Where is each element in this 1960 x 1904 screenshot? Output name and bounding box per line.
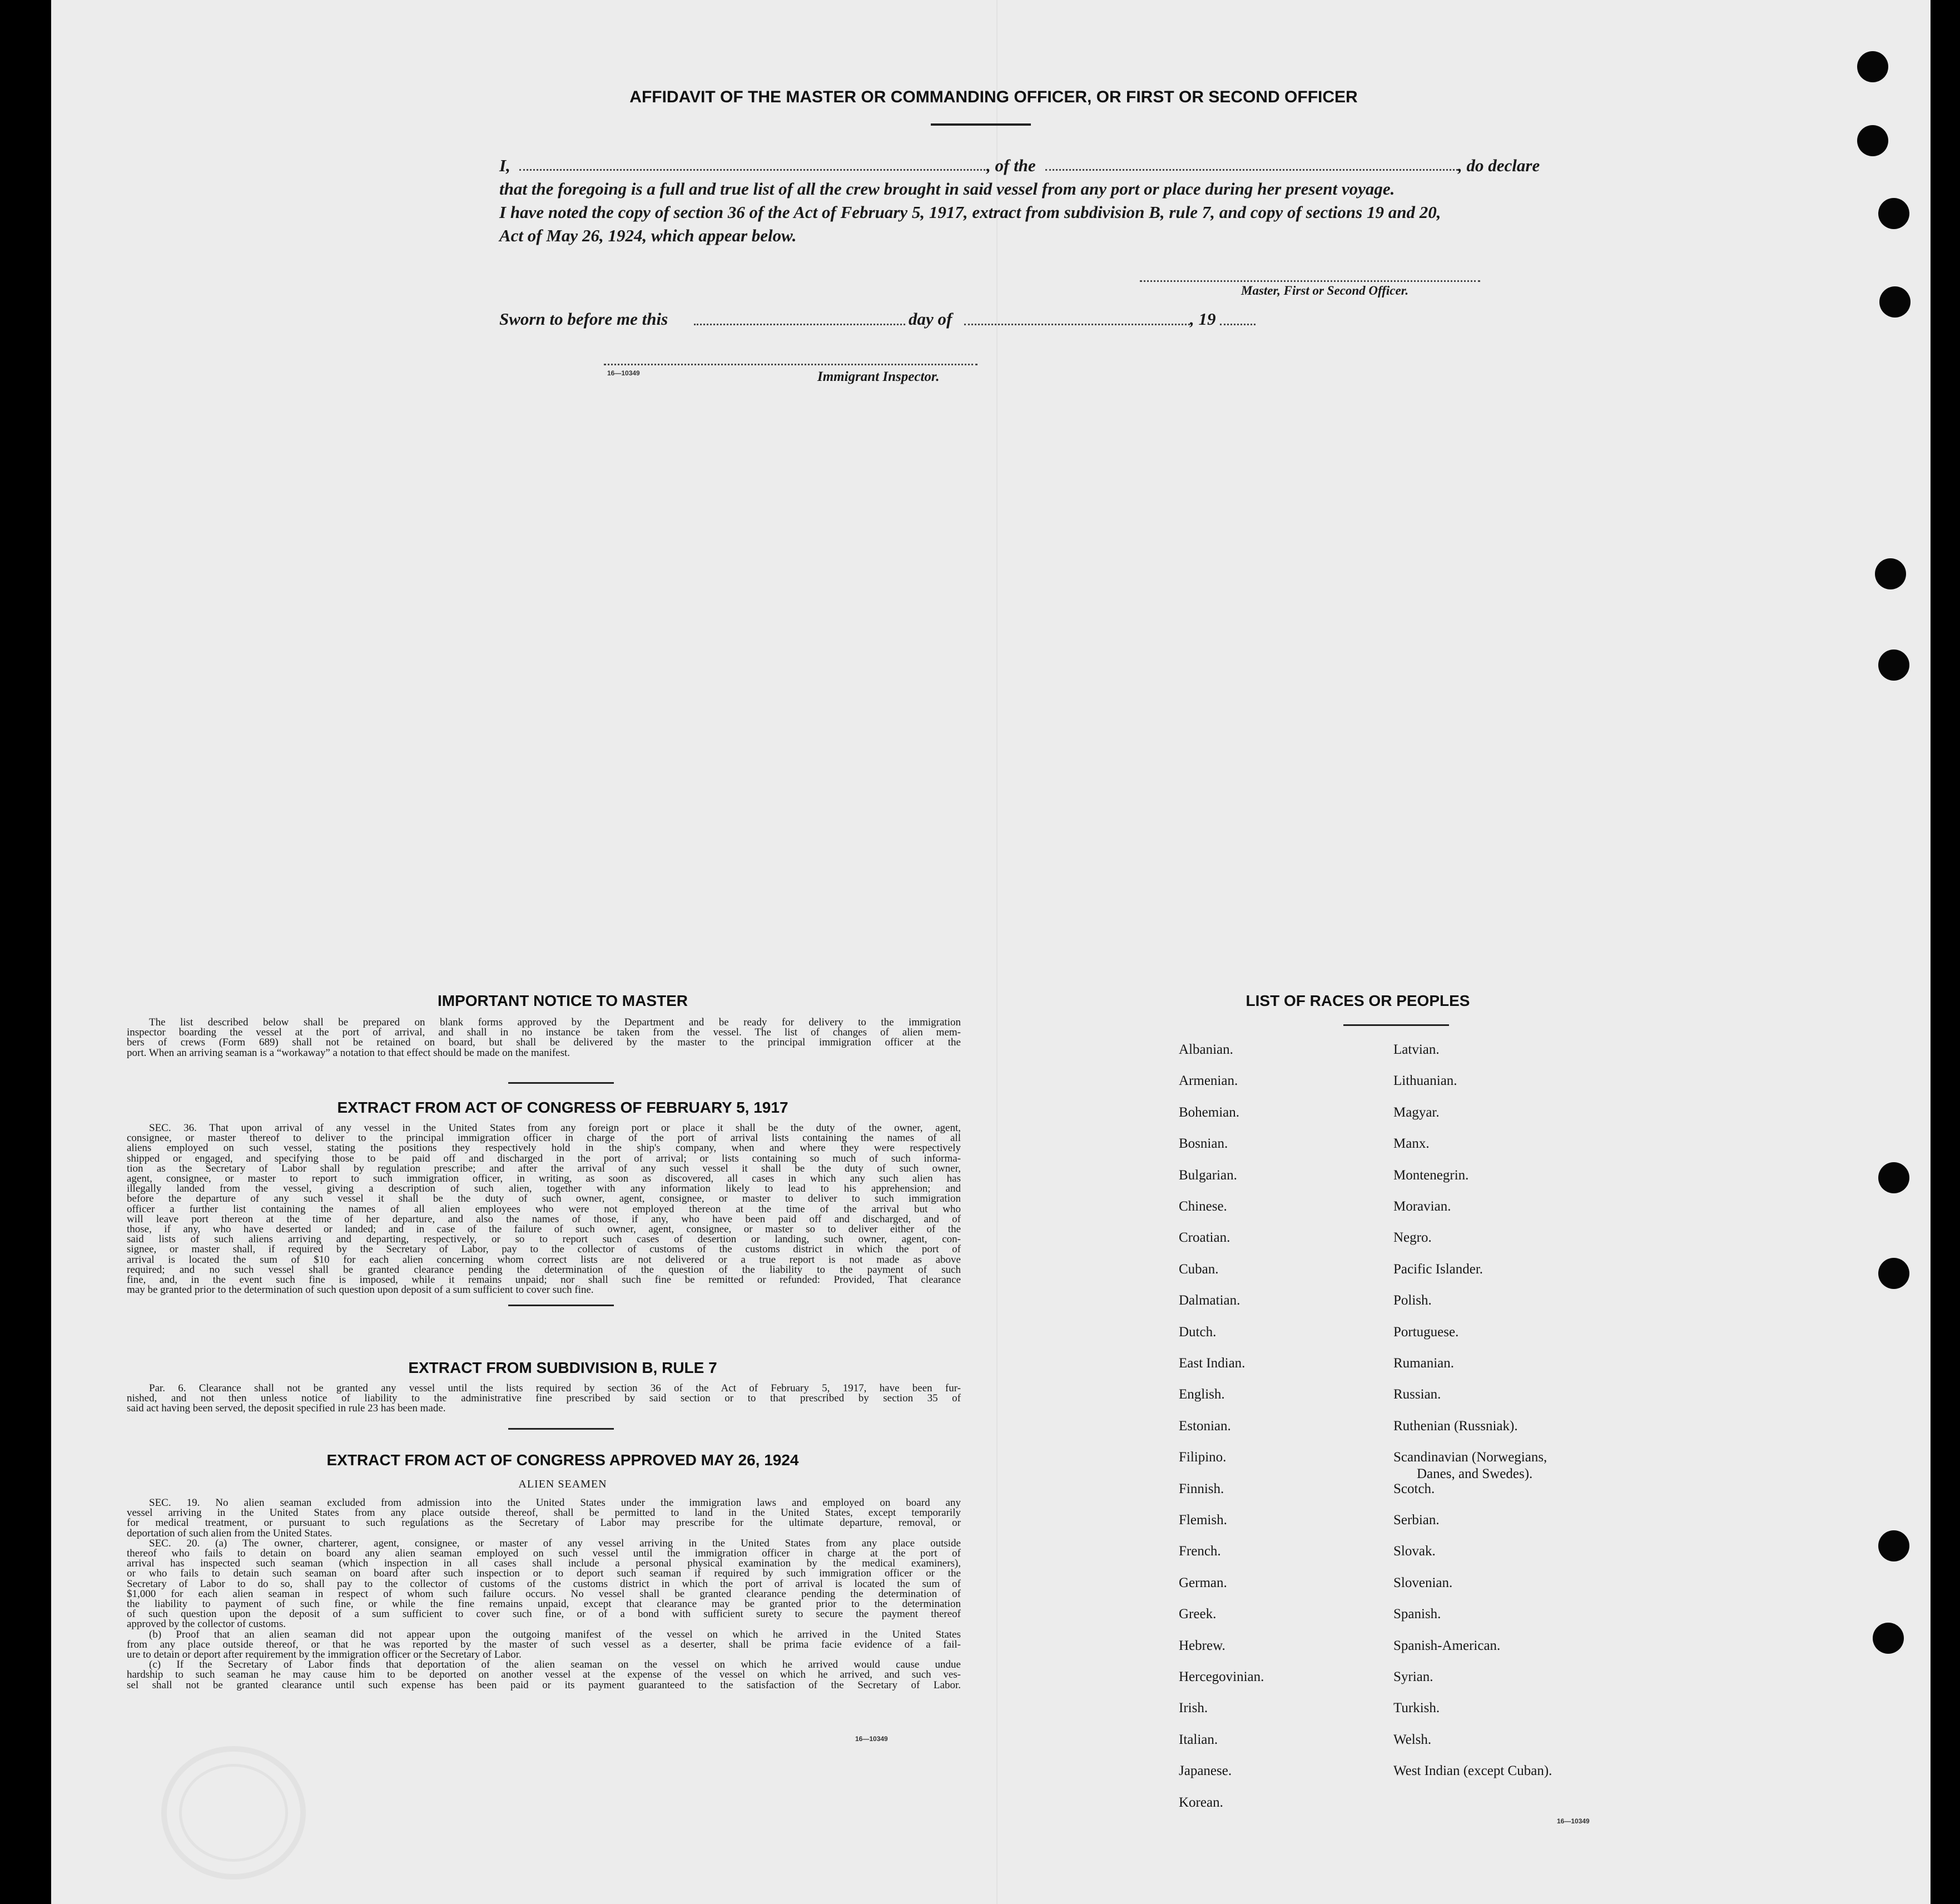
sworn-label: Sworn to before me this [499,309,668,329]
extract-1924-title: EXTRACT FROM ACT OF CONGRESS APPROVED MAY 26, 1924 [326,1451,799,1469]
race-item: Magyar. [1393,1104,1440,1120]
affidavit-i: I, [499,156,510,175]
race-item: French. [1179,1544,1221,1559]
text-line: of such question upon the deposit of a sum sufficient to cover such fine, or of a bond with sufficient surety to secure the payment thereof [127,1608,961,1620]
race-item: Russian. [1393,1387,1441,1402]
race-item: Greek. [1179,1606,1217,1622]
text-line: sel shall not be granted clearance until such expense has been paid or its payment guaranteed to the satisfaction of the Secretary of Labor. [127,1679,961,1691]
race-item: Chinese. [1179,1199,1227,1214]
name-blank-line [519,169,985,171]
race-item: Bulgarian. [1179,1167,1237,1183]
notice-title: IMPORTANT NOTICE TO MASTER [437,992,688,1009]
text-line: before the departure of any such vessel it shall be the duty of such owner, agent, consignee, or master to deliver to such immigration [127,1193,961,1205]
affidavit-line-2: that the foregoing is a full and true list of all the crew brought in said vessel from any port or place during her present voyage. [499,179,1395,199]
text-line: arrival is located the sum of $10 for each alien concerning whom correct lists are not delivered or a true report is not made as above [127,1253,961,1266]
races-rule [1343,1024,1449,1026]
text-line: or who fails to detain such seaman on board after such inspection or to deport such seaman if required by such immigration officer or the [127,1568,961,1580]
affidavit-title: AFFIDAVIT OF THE MASTER OR COMMANDING OFFICER, OR FIRST OR SECOND OFFICER [629,88,1358,106]
race-item: Rumanian. [1393,1356,1455,1371]
sworn-day-blank [694,324,905,325]
form-number: 16—10349 [1557,1817,1590,1825]
race-item: Turkish. [1393,1700,1440,1716]
text-line: fine, and, in the event such fine is imposed, while it remains unpaid; nor shall such fine be remitted or refunded: Provided, That clearance [127,1274,961,1286]
race-item: Bosnian. [1179,1136,1228,1152]
text-line: from any place outside thereof, or that he was reported by the master of such vessel as a deserter, shall be prima facie evidence of a fail- [127,1638,961,1650]
races-title: LIST OF RACES OR PEOPLES [1246,992,1470,1009]
text-line: hardship to such seaman he may cause him to be deported on another vessel at the expense of the vessel on which he arrived, and such ves- [127,1669,961,1681]
race-item: Hebrew. [1179,1638,1225,1653]
affidavit-line-3: I have noted the copy of section 36 of the Act of February 5, 1917, extract from subdivision B, rule 7, and copy of sections 19 and 20, [499,202,1441,222]
signature-blank-line [1140,280,1480,282]
center-fold [996,0,998,1904]
race-item: Flemish. [1179,1513,1227,1528]
race-item: Filipino. [1179,1450,1227,1465]
text-line: approved by the collector of customs. [127,1618,286,1630]
race-item: Pacific Islander. [1393,1261,1483,1277]
text-line: said act having been served, the deposit specified in rule 23 has been made. [127,1402,446,1415]
race-item: Hercegovinian. [1179,1669,1264,1684]
text-line: SEC. 20. (a) The owner, charterer, agent, consignee, or master of any vessel arriving in the United States from any place outside [149,1537,961,1549]
race-item: Korean. [1179,1794,1223,1810]
race-item: Moravian. [1393,1199,1451,1214]
text-line: inspector boarding the vessel at the port of arrival, and shall in no instance be taken from the vessel. The list of changes of alien mem- [127,1027,961,1039]
sworn-month-blank [964,324,1190,325]
affidavit-do-declare: , do declare [1458,156,1540,175]
punch-hole [1878,1258,1909,1289]
race-item: Dutch. [1179,1324,1217,1340]
text-line: illegally landed from the vessel, giving a description of such alien, together with any information likely to lead to his apprehension; and [127,1183,961,1195]
title-rule [931,123,1031,126]
race-item: Armenian. [1179,1073,1238,1089]
text-line: thereof who fails to detain on board any alien seaman employed on such vessel until the immigration officer in charge at the port of [127,1548,961,1560]
punch-hole [1878,649,1909,681]
text-line: said lists of such aliens arriving and departing, respectively, or so to report such cases of desertion or landing, such owner, agent, con- [127,1233,961,1246]
race-item: Albanian. [1179,1042,1233,1057]
race-item: Spanish-American. [1393,1638,1501,1653]
text-line: will leave port thereon at the time of her departure, and also the names of those, if any, who have been paid off and discharged, and of [127,1213,961,1225]
text-line: nished, and not then unless notice of liability to the administrative fine prescribed by said section or to that prescribed by section 35 of [127,1392,961,1405]
extract-rule7-title: EXTRACT FROM SUBDIVISION B, RULE 7 [408,1359,717,1376]
notice-text [127,1018,961,1058]
text-line: tion as the Secretary of Labor shall by regulation prescribe; and after the arrival of any such vessel it shall be the duty of such owner, [127,1162,961,1174]
race-item: Polish. [1393,1293,1432,1308]
text-line: officer a further list containing the names of all alien employees who were not employed thereon at the time of the arrival but who [127,1203,961,1215]
signature-label: Master, First or Second Officer. [1241,284,1409,298]
affidavit-of-the: , of the [986,156,1036,175]
race-item: English. [1179,1387,1225,1402]
text-line: agent, consignee, or master to report to such immigration officer, in writing, as soon as discovered, all cases in which any such alien has [127,1173,961,1185]
text-line: port. When an arriving seaman is a “workaway” a notation to that effect should be made on the manifest. [127,1047,570,1059]
affidavit-line-4: Act of May 26, 1924, which appear below. [499,226,797,245]
text-line: bers of crews (Form 689) shall not be retained on board, but shall be delivered by the master to the principal immigration officer at the [127,1037,961,1049]
text-line: (b) Proof that an alien seaman did not appear upon the outgoing manifest of the vessel on which he arrived in the United States [149,1628,961,1640]
race-item: Manx. [1393,1136,1430,1152]
year-label: , 19 [1190,309,1216,329]
race-item: West Indian (except Cuban). [1393,1763,1552,1779]
punch-hole [1857,125,1888,156]
form-number: 16—10349 [855,1735,888,1743]
punch-hole [1879,286,1911,318]
punch-hole [1875,558,1906,589]
text-line: the liability to payment of such fine, or while the fine remains unpaid, except that clearance may be granted prior to the determination [127,1598,961,1610]
race-item: Croatian. [1179,1230,1230,1246]
race-item: Scandinavian (Norwegians, [1393,1450,1547,1465]
race-item: Lithuanian. [1393,1073,1457,1089]
race-item: Serbian. [1393,1513,1440,1528]
day-of-label: day of [909,309,952,329]
extract-1924-text [127,1498,961,1690]
alien-seamen-subtitle: ALIEN SEAMEN [518,1478,607,1490]
race-item: Latvian. [1393,1042,1440,1057]
race-item: Estonian. [1179,1418,1231,1434]
inspector-label: Immigrant Inspector. [817,369,940,384]
text-line: vessel arriving in the United States from any place outside thereof, shall be permitted to land in the United States, except temporarily [127,1507,961,1519]
race-item: Slovak. [1393,1544,1436,1559]
inspector-blank-line [604,364,977,365]
text-line: required; and no such vessel shall be granted clearance pending the determination of the question of the liability to the payment of such [127,1263,961,1276]
text-line: consignee, or master thereof to deliver to the principal immigration officer in charge of the port of arrival lists containing the names of all [127,1132,961,1144]
vessel-blank-line [1045,169,1458,171]
race-item: Negro. [1393,1230,1432,1246]
race-item: Cuban. [1179,1261,1219,1277]
race-item: Ruthenian (Russniak). [1393,1418,1518,1434]
punch-hole [1857,51,1888,82]
race-item: Scotch. [1393,1481,1435,1496]
race-item: Bohemian. [1179,1104,1240,1120]
text-line: SEC. 19. No alien seaman excluded from admission into the United States under the immigration laws and employed on board any [149,1497,961,1509]
text-line: The list described below shall be prepared on blank forms approved by the Department and be ready for delivery to the immigration [149,1017,961,1028]
race-item: Montenegrin. [1393,1167,1469,1183]
form-number: 16—10349 [607,369,640,377]
section-rule [508,1305,614,1306]
race-item: Finnish. [1179,1481,1224,1496]
text-line: SEC. 36. That upon arrival of any vessel in the United States from any foreign port or place it shall be the duty of the owner, agent, [149,1122,961,1134]
embossed-seal [161,1746,306,1880]
race-item: Portuguese. [1393,1324,1459,1340]
text-line: ure to detain or deport after requirement by the immigration officer or the Secretary of Labor. [127,1649,522,1661]
punch-hole [1878,198,1909,229]
year-blank [1220,324,1256,325]
race-item: Danes, and Swedes). [1417,1466,1533,1482]
text-line: (c) If the Secretary of Labor finds that deportation of the alien seaman on the vessel on which he arrived would cause undue [149,1659,961,1671]
race-item: Irish. [1179,1700,1208,1716]
text-line: signee, or master shall, if required by the Secretary of Labor, pay to the collector of customs of the customs district in which the port of [127,1243,961,1256]
punch-hole [1873,1623,1904,1654]
text-line: arrival has inspected such seaman (which inspection in all cases shall include a personal physical examination by the medical examiners), [127,1558,961,1570]
text-line: deportation of such alien from the United States. [127,1527,333,1539]
text-line: Par. 6. Clearance shall not be granted any vessel until the lists required by section 36 of the Act of February 5, 1917, have been fur- [149,1382,961,1394]
text-line: those, if any, who have deserted or landed; and in case of the failure of such owner, agent, consignee, or master so to deliver either of the [127,1223,961,1236]
text-line: $1,000 for each alien seaman in respect of whom such failure occurs. No vessel shall be granted clearance pending the determination of [127,1588,961,1600]
race-item: Welsh. [1393,1732,1432,1747]
race-item: Italian. [1179,1732,1218,1747]
text-line: shipped or engaged, and specifying those to be paid off and discharged in the port of arrival; or lists containing so much of such informa- [127,1152,961,1164]
extract-1917-title: EXTRACT FROM ACT OF CONGRESS OF FEBRUARY 5, 1917 [337,1099,788,1116]
punch-hole [1878,1162,1909,1193]
text-line: aliens employed on such vessel, stating the positions they respectively hold in the ship's company, when and where they were respectively [127,1142,961,1154]
text-line: may be granted prior to the determination of such question upon deposit of a sum sufficient to cover such fine. [127,1284,594,1296]
race-item: East Indian. [1179,1356,1246,1371]
race-item: Japanese. [1179,1763,1232,1779]
race-item: Syrian. [1393,1669,1433,1684]
document-sheet [51,0,1931,1904]
extract-rule7-text [127,1384,961,1414]
punch-hole [1878,1530,1909,1561]
extract-1917-text [127,1123,961,1295]
race-item: Dalmatian. [1179,1293,1240,1308]
race-item: Slovenian. [1393,1575,1453,1590]
text-line: Secretary of Labor to do so, shall pay to the collector of customs of the customs district in which the port of arrival is located the sum of [127,1578,961,1590]
race-item: German. [1179,1575,1227,1590]
text-line: for medical treatment, or pursuant to such regulations as the Secretary of Labor may prescribe for the ultimate departure, removal, or [127,1517,961,1529]
section-rule [508,1428,614,1430]
race-item: Spanish. [1393,1606,1441,1622]
section-rule [508,1082,614,1084]
